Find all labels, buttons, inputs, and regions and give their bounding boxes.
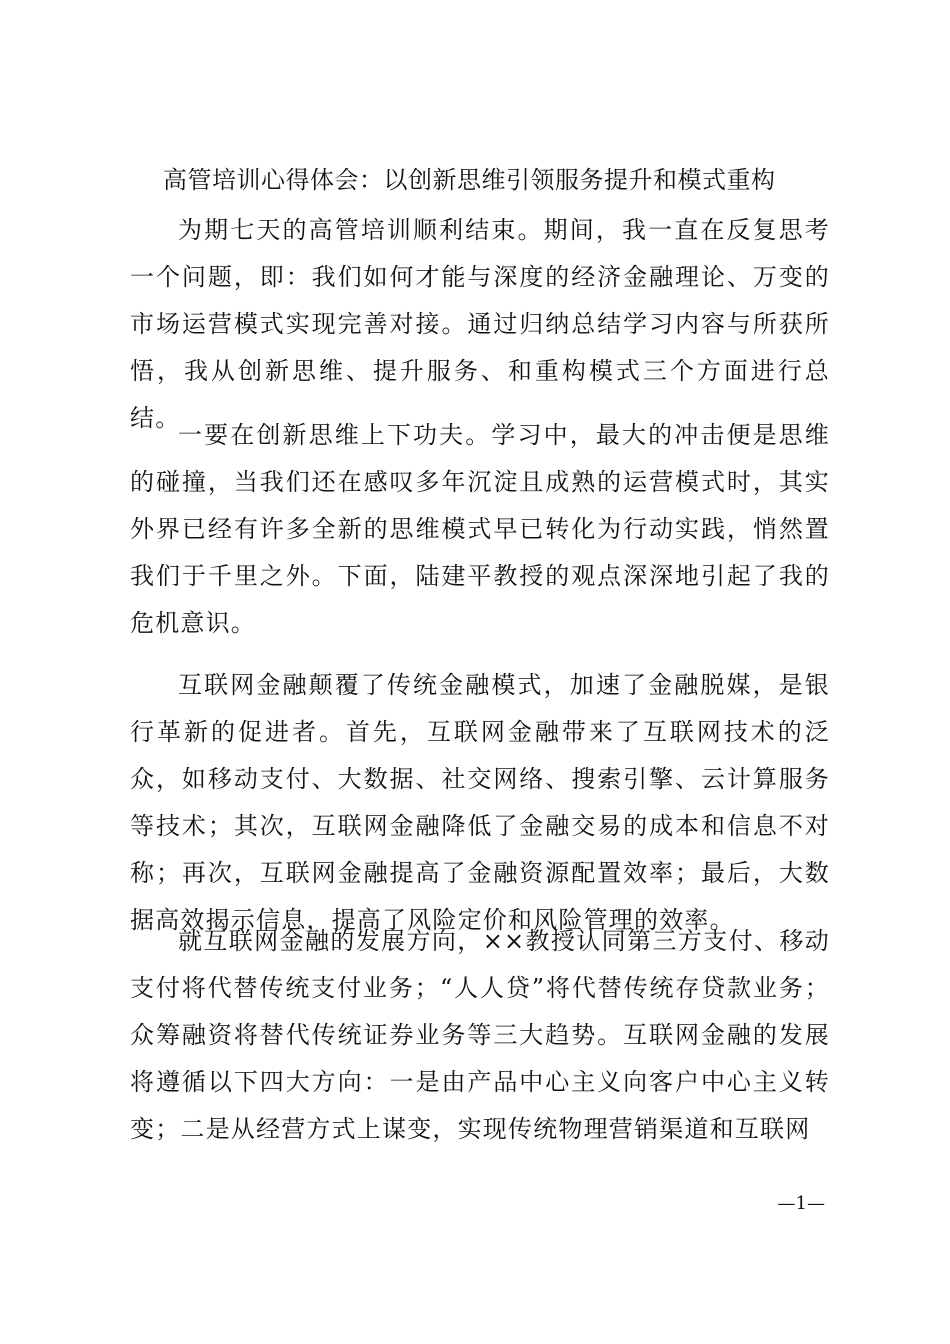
page-number: —1— (777, 1193, 825, 1214)
paragraph-1: 为期七天的高管培训顺利结束。期间，我一直在反复思考一个问题，即：我们如何才能与深度的经济金融理论、万变的市场运营模式实现完善对接。通过归纳总结学习内容与所获所悟，我从创新思维、提升服务、和重构模式三个方面进行总结。 (130, 216, 830, 432)
paragraph-3: 互联网金融颠覆了传统金融模式，加速了金融脱媒，是银行革新的促进者。首先，互联网金融带来了互联网技术的泛众，如移动支付、大数据、社交网络、搜索引擎、云计算服务等技术；其次，互联网金融降低了金融交易的成本和信息不对称；再次，互联网金融提高了金融资源配置效率；最后，大数据高效揭示信息，提高了风险定价和风险管理的效率。 (130, 671, 830, 934)
document-title: 高管培训心得体会：以创新思维引领服务提升和模式重构 (163, 166, 776, 194)
paragraph-4: 就互联网金融的发展方向，××教授认同第三方支付、移动支付将代替传统支付业务；“人人贷”将代替传统存贷款业务；众筹融资将替代传统证券业务等三大趋势。互联网金融的发展将遵循以下四大方向：一是由产品中心主义向客户中心主义转变；二是从经营方式上谋变，实现传统物理营销渠道和互联网 (130, 927, 830, 1143)
paragraph-2: 一要在创新思维上下功夫。学习中，最大的冲击便是思维的碰撞，当我们还在感叹多年沉淀且成熟的运营模式时，其实外界已经有许多全新的思维模式早已转化为行动实践，悄然置我们于千里之外。下面，陆建平教授的观点深深地引起了我的危机意识。 (130, 421, 830, 637)
